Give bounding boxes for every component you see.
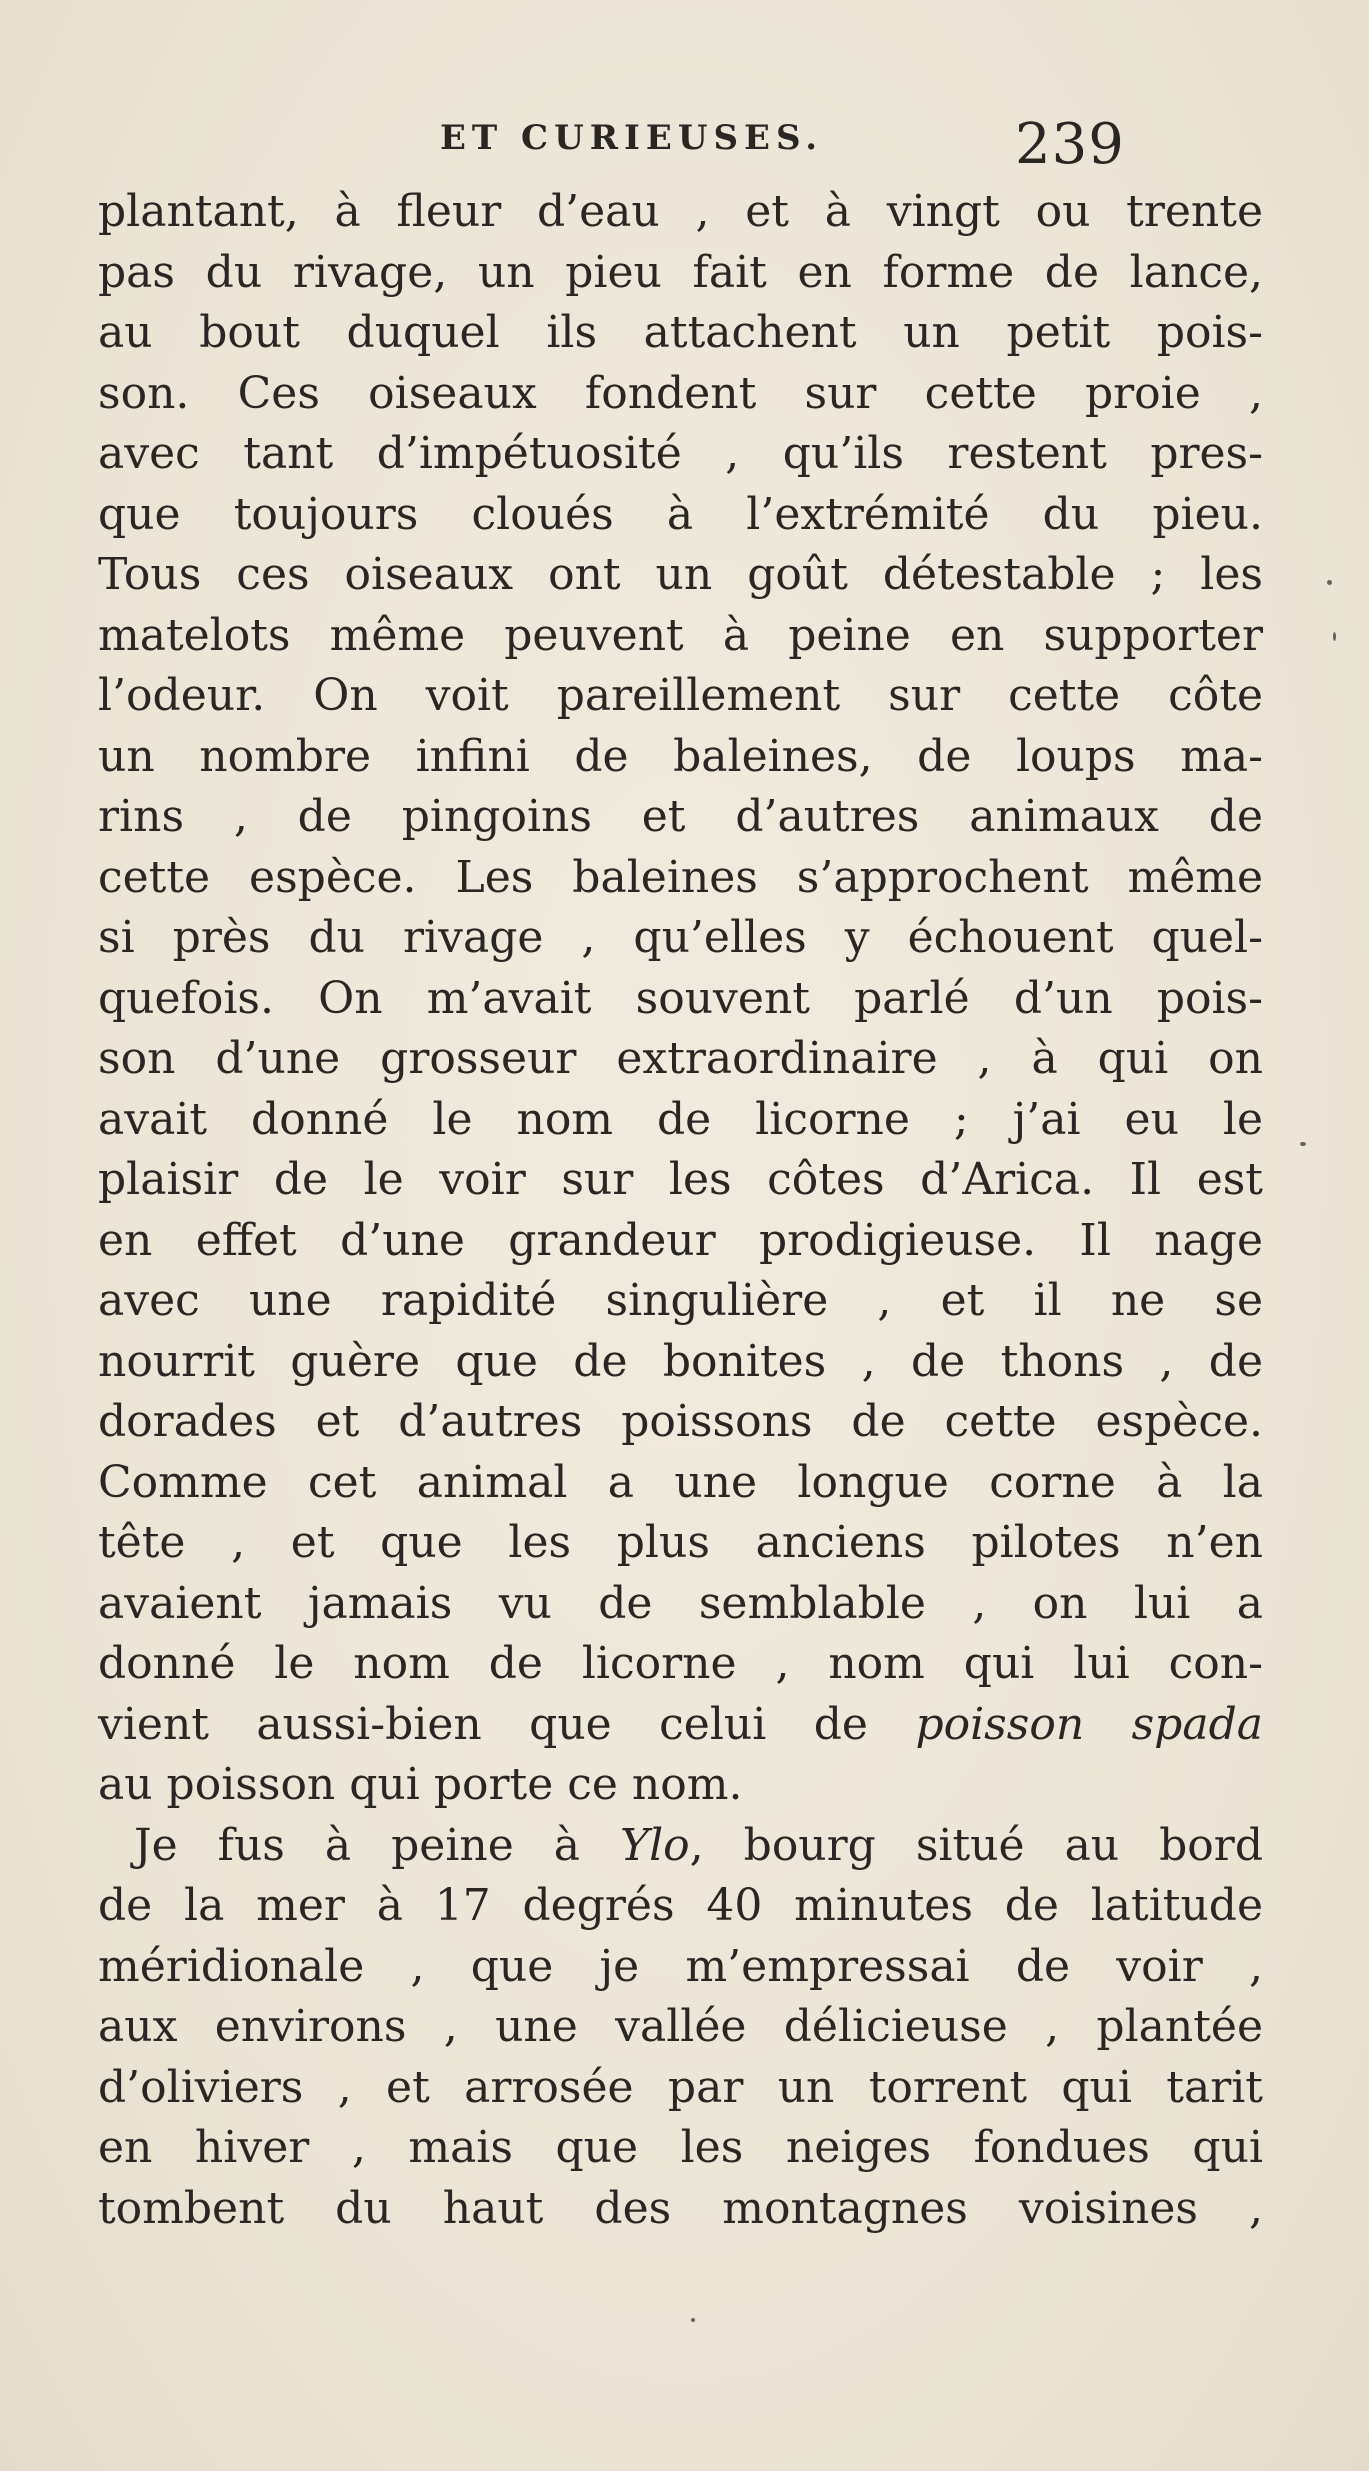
text-line-26-roman: vient aussi-bien que celui de (98, 1698, 868, 1750)
text-line-31: aux environs , une vallée délicieuse , plantée (98, 2001, 1263, 2052)
text-line-3: au bout duquel ils attachent un petit pois- (98, 307, 1263, 358)
text-line-6: que toujours cloués à l’extrémité du pieu. (98, 488, 1263, 540)
text-line-33: en hiver , mais que les neiges fondues qui (98, 2122, 1263, 2173)
text-line-30: méridionale , que je m’empressai de voir , (98, 1940, 1263, 1992)
text-line-20: nourrit guère que de bonites , de thons , de (98, 1335, 1263, 1387)
text-line-18: en effet d’une grandeur prodigieuse. Il nage (98, 1214, 1263, 1266)
italic-term-poisson-spada: poisson spada (915, 1698, 1263, 1750)
running-head (440, 118, 1000, 178)
text-line-8: matelots même peuvent à peine en supporter (98, 609, 1263, 661)
paper-speck (1300, 1142, 1306, 1146)
text-line-5: avec tant d’impétuosité , qu’ils restent pres- (98, 428, 1263, 479)
text-line-11: rins , de pingoins et d’autres animaux de (98, 791, 1263, 842)
text-line-34: tombent du haut des montagnes voisines , (98, 2182, 1263, 2234)
text-line-12: cette espèce. Les baleines s’approchent même (98, 851, 1263, 903)
text-line-28-start: Je fus à peine à (134, 1819, 581, 1871)
text-line-23: tête , et que les plus anciens pilotes n’en (98, 1517, 1263, 1568)
running-title: ET CURIEUSES. (440, 118, 824, 158)
text-line-21: dorades et d’autres poissons de cette espèce. (98, 1396, 1263, 1447)
paper-speck (1327, 580, 1332, 585)
text-line-16: avait donné le nom de licorne ; j’ai eu le (98, 1093, 1263, 1145)
text-line-4: son. Ces oiseaux fondent sur cette proie , (98, 367, 1263, 419)
text-line-26 (98, 1695, 1263, 1756)
text-line-15: son d’une grosseur extraordinaire , à qui on (98, 1033, 1263, 1084)
text-line-13: si près du rivage , qu’elles y échouent quel- (98, 912, 1263, 963)
text-line-32: d’oliviers , et arrosée par un torrent qui tarit (98, 2061, 1263, 2113)
text-line-1: plantant, à fleur d’eau , et à vingt ou trente (98, 186, 1263, 237)
text-line-28 (98, 1816, 1263, 1877)
page-number: 239 (1015, 112, 1125, 177)
text-line-28-end: , bourg situé au bord (689, 1819, 1263, 1871)
paper-speck (691, 2318, 695, 2322)
italic-place-ylo: Ylo (620, 1819, 690, 1871)
text-line-2: pas du rivage, un pieu fait en forme de lance, (98, 246, 1263, 298)
text-line-24: avaient jamais vu de semblable , on lui a (98, 1577, 1263, 1629)
paper-speck (1333, 632, 1336, 641)
text-line-9: l’odeur. On voit pareillement sur cette côte (98, 670, 1263, 721)
text-line-17: plaisir de le voir sur les côtes d’Arica. Il est (98, 1154, 1263, 1205)
text-line-19: avec une rapidité singulière , et il ne se (98, 1275, 1263, 1326)
text-line-10: un nombre infini de baleines, de loups ma- (98, 730, 1263, 782)
text-line-14: quefois. On m’avait souvent parlé d’un pois- (98, 972, 1263, 1024)
text-line-27: au poisson qui porte ce nom. (98, 1759, 743, 1810)
text-line-29: de la mer à 17 degrés 40 minutes de latitude (98, 1880, 1263, 1931)
text-line-7: Tous ces oiseaux ont un goût détestable ; les (98, 549, 1263, 600)
text-line-22: Comme cet animal a une longue corne à la (98, 1456, 1263, 1508)
body-text (98, 182, 1263, 2239)
text-line-25: donné le nom de licorne , nom qui lui con- (98, 1638, 1263, 1689)
